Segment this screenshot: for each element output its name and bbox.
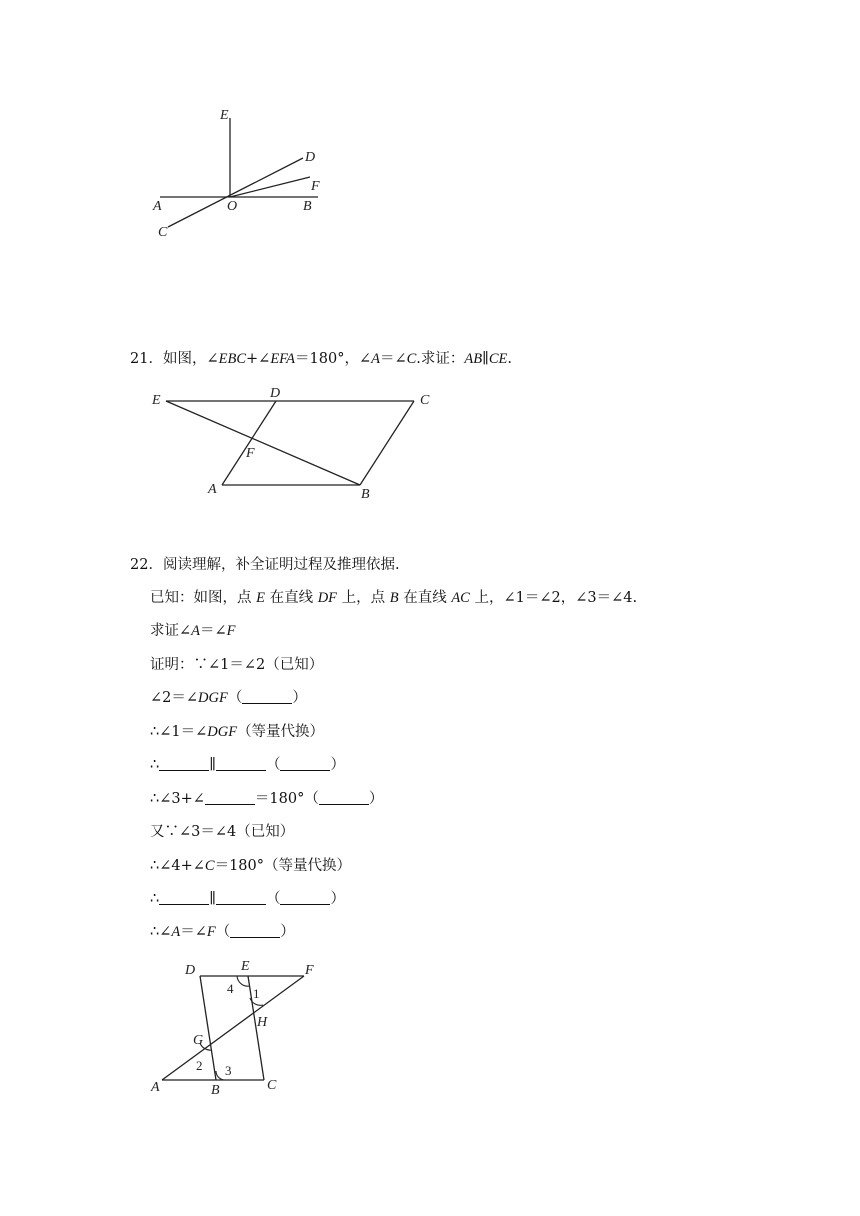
- label-c: C: [267, 1078, 277, 1093]
- angle-label-1: 1: [253, 986, 260, 1001]
- label-g: G: [193, 1033, 204, 1048]
- answer-blank[interactable]: [280, 890, 330, 905]
- label-b: B: [361, 487, 370, 502]
- line-eb: [166, 401, 360, 485]
- answer-blank[interactable]: [216, 756, 266, 771]
- answer-blank[interactable]: [205, 790, 255, 805]
- answer-blank[interactable]: [280, 756, 330, 771]
- answer-blank[interactable]: [230, 923, 280, 938]
- proof-step-4: ∴ ∥ （ ）: [150, 757, 345, 773]
- arc-angle-3: [216, 1071, 224, 1080]
- label-b: B: [211, 1083, 220, 1098]
- problem-22-title: 22．阅读理解，补全证明过程及推理依据.: [130, 557, 400, 573]
- answer-blank[interactable]: [319, 790, 369, 805]
- proof-step-1: 证明：∵∠1＝∠2（已知）: [150, 657, 324, 673]
- proof-step-3: ∴∠1＝∠DGF（等量代换）: [150, 724, 325, 740]
- line-cd: [168, 158, 303, 227]
- label-e: E: [220, 108, 229, 123]
- figure-angles-at-o: [140, 100, 340, 245]
- proof-step-9: ∴∠A＝∠F（ ）: [150, 924, 295, 940]
- answer-blank[interactable]: [159, 890, 209, 905]
- label-f: F: [246, 446, 255, 461]
- line-cb: [360, 401, 414, 485]
- label-d: D: [270, 386, 281, 401]
- label-f: F: [311, 179, 320, 194]
- label-b: B: [303, 199, 312, 214]
- label-d: D: [305, 150, 316, 165]
- label-h: H: [257, 1015, 268, 1030]
- label-a: A: [151, 1080, 160, 1095]
- proof-step-6: 又∵∠3＝∠4（已知）: [150, 824, 295, 840]
- ray-of: [230, 177, 310, 197]
- angle-label-4: 4: [227, 981, 234, 996]
- figure-transversal-svg: [145, 958, 335, 1103]
- label-f: F: [305, 963, 314, 978]
- problem-22-given: 已知：如图，点 E 在直线 DF 上，点 B 在直线 AC 上，∠1＝∠2，∠3＝∠4.: [150, 590, 638, 606]
- label-c: C: [420, 393, 430, 408]
- label-a: A: [153, 199, 162, 214]
- figure-parallelogram-svg: [148, 385, 438, 505]
- label-a: A: [208, 482, 217, 497]
- label-e: E: [241, 959, 250, 974]
- label-d: D: [185, 963, 196, 978]
- problem-22-prove: 求证∠A＝∠F: [150, 623, 236, 639]
- answer-blank[interactable]: [216, 890, 266, 905]
- figure-angles-at-o-svg: [140, 100, 340, 245]
- answer-blank[interactable]: [242, 689, 292, 704]
- figure-parallelogram: [148, 385, 438, 505]
- proof-step-7: ∴∠4+∠C＝180°（等量代换）: [150, 858, 352, 874]
- answer-blank[interactable]: [159, 756, 209, 771]
- angle-label-2: 2: [196, 1058, 203, 1073]
- label-o: O: [227, 199, 238, 214]
- proof-step-2: ∠2＝∠DGF（ ）: [150, 690, 307, 706]
- label-c: C: [158, 225, 168, 240]
- line-ad: [222, 401, 276, 485]
- proof-step-5: ∴∠3+∠ ＝180°（ ）: [150, 791, 384, 807]
- label-e: E: [152, 393, 161, 408]
- figure-transversal: [145, 958, 335, 1103]
- angle-label-3: 3: [225, 1063, 232, 1078]
- problem-21-statement: 21．如图，∠EBC+∠EFA＝180°，∠A＝∠C.求证：AB∥CE.: [130, 351, 512, 367]
- proof-step-8: ∴ ∥ （ ）: [150, 891, 345, 907]
